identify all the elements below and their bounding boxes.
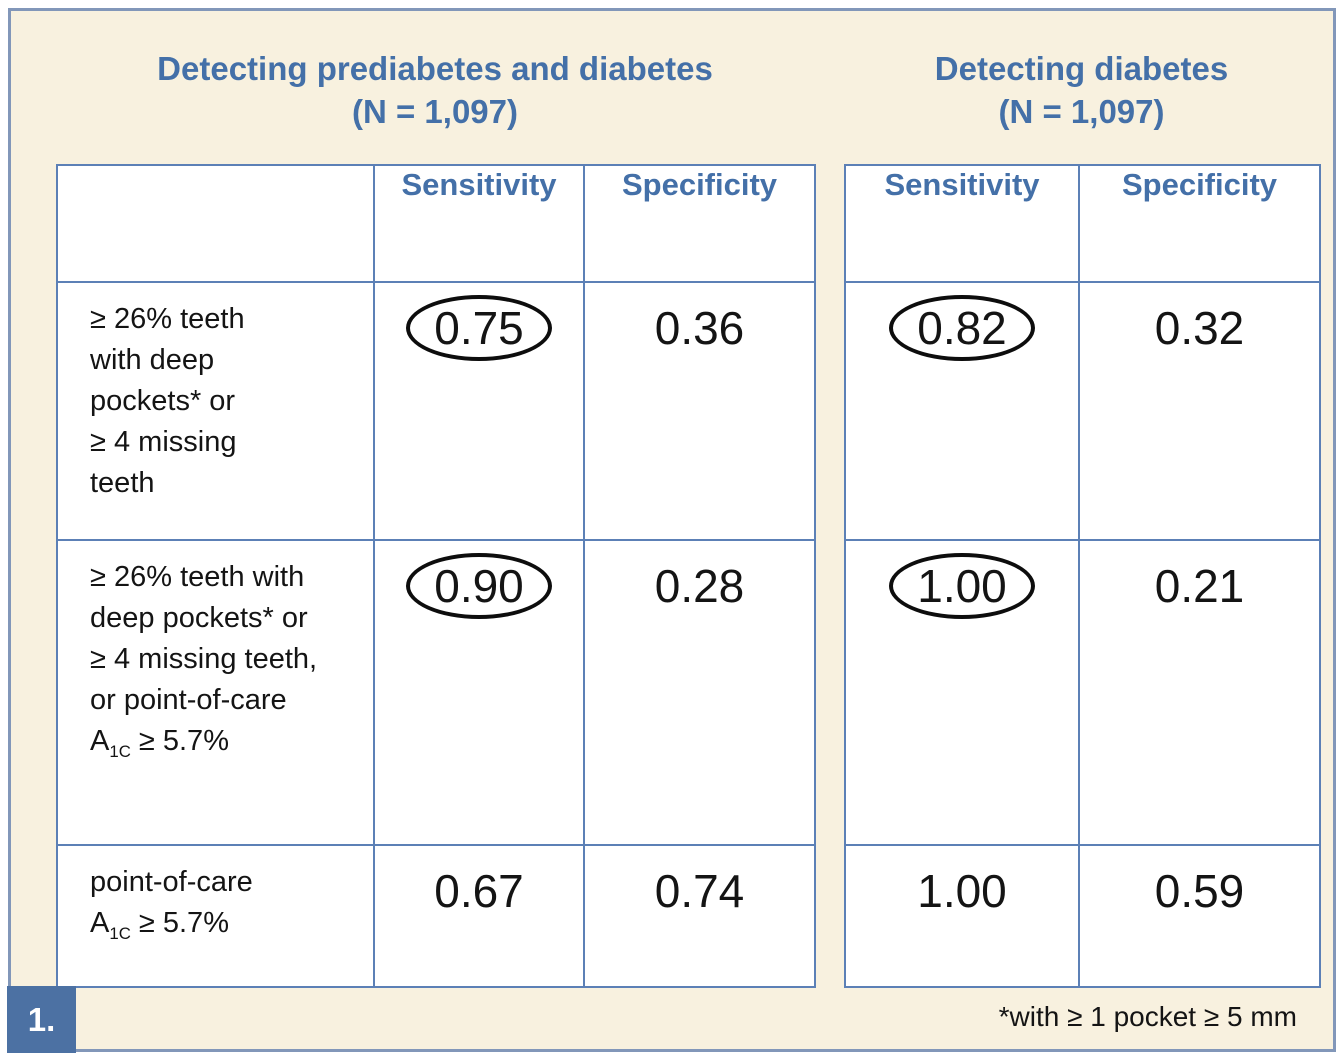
header-specificity: Specificity	[584, 165, 815, 282]
circle-annotation	[406, 295, 552, 361]
left-table-title	[56, 47, 814, 133]
diabetes-table	[844, 164, 1321, 988]
sensitivity-value: 0.75	[434, 302, 524, 354]
right-table-title-line1: Detecting diabetes	[934, 50, 1229, 87]
sensitivity-cell	[845, 282, 1079, 540]
sensitivity-value: 0.67	[434, 865, 524, 917]
sensitivity-value: 0.82	[917, 302, 1007, 354]
table-row	[845, 540, 1320, 845]
sensitivity-cell	[845, 540, 1079, 845]
circle-annotation	[1127, 858, 1273, 924]
specificity-value: 0.28	[654, 560, 745, 612]
header-row	[845, 165, 1320, 282]
sensitivity-cell	[374, 282, 584, 540]
circle-annotation	[406, 553, 552, 619]
sensitivity-cell	[374, 540, 584, 845]
specificity-cell	[584, 282, 815, 540]
left-table-title-line2: (N = 1,097)	[352, 93, 518, 130]
table-row	[57, 540, 815, 845]
table-row	[845, 845, 1320, 987]
table-row	[57, 845, 815, 987]
sensitivity-value: 1.00	[917, 865, 1007, 917]
specificity-cell	[584, 540, 815, 845]
header-sensitivity: Sensitivity	[374, 165, 584, 282]
circle-annotation	[889, 295, 1035, 361]
specificity-value: 0.21	[1154, 560, 1245, 612]
specificity-cell	[1079, 845, 1320, 987]
circle-annotation	[406, 858, 552, 924]
header-row	[57, 165, 815, 282]
specificity-cell	[1079, 282, 1320, 540]
right-table-title-line2: (N = 1,097)	[998, 93, 1165, 130]
figure-number: 1.	[27, 1000, 56, 1038]
circle-annotation	[1127, 295, 1273, 361]
specificity-cell	[1079, 540, 1320, 845]
row-label: point-of-care $A_{1C} \ge 5.7\%$	[57, 845, 374, 987]
circle-annotation	[627, 858, 773, 924]
specificity-value: 0.74	[654, 865, 745, 917]
header-sensitivity: Sensitivity	[845, 165, 1079, 282]
circle-annotation	[1127, 553, 1273, 619]
circle-annotation	[627, 553, 773, 619]
right-table-title	[844, 47, 1319, 133]
specificity-cell	[584, 845, 815, 987]
prediabetes-diabetes-table	[56, 164, 816, 988]
sensitivity-cell	[845, 845, 1079, 987]
specificity-value: 0.32	[1154, 302, 1245, 354]
row-label: ≥ 26% teeth with deep pockets* or ≥ 4 missing teeth, or point-of-care $A_{1C} \ge 5.7\%$	[57, 540, 374, 845]
footnote: *with ≥ 1 pocket ≥ 5 mm	[998, 1001, 1297, 1032]
circle-annotation	[889, 858, 1035, 924]
row-label: ≥ 26% teeth with deep pockets* or ≥ 4 missing teeth	[57, 282, 374, 540]
circle-annotation	[627, 295, 773, 361]
specificity-value: 0.36	[654, 302, 745, 354]
figure-number-badge	[7, 986, 76, 1053]
sensitivity-value: 1.00	[917, 560, 1007, 612]
circle-annotation	[889, 553, 1035, 619]
header-specificity: Specificity	[1079, 165, 1320, 282]
left-table-title-line1: Detecting prediabetes and diabetes	[157, 50, 713, 87]
figure-panel	[8, 8, 1336, 1052]
table-row	[845, 282, 1320, 540]
sensitivity-value: 0.90	[434, 560, 524, 612]
table-row	[57, 282, 815, 540]
empty-header-cell	[57, 165, 374, 282]
sensitivity-cell	[374, 845, 584, 987]
specificity-value: 0.59	[1154, 865, 1245, 917]
